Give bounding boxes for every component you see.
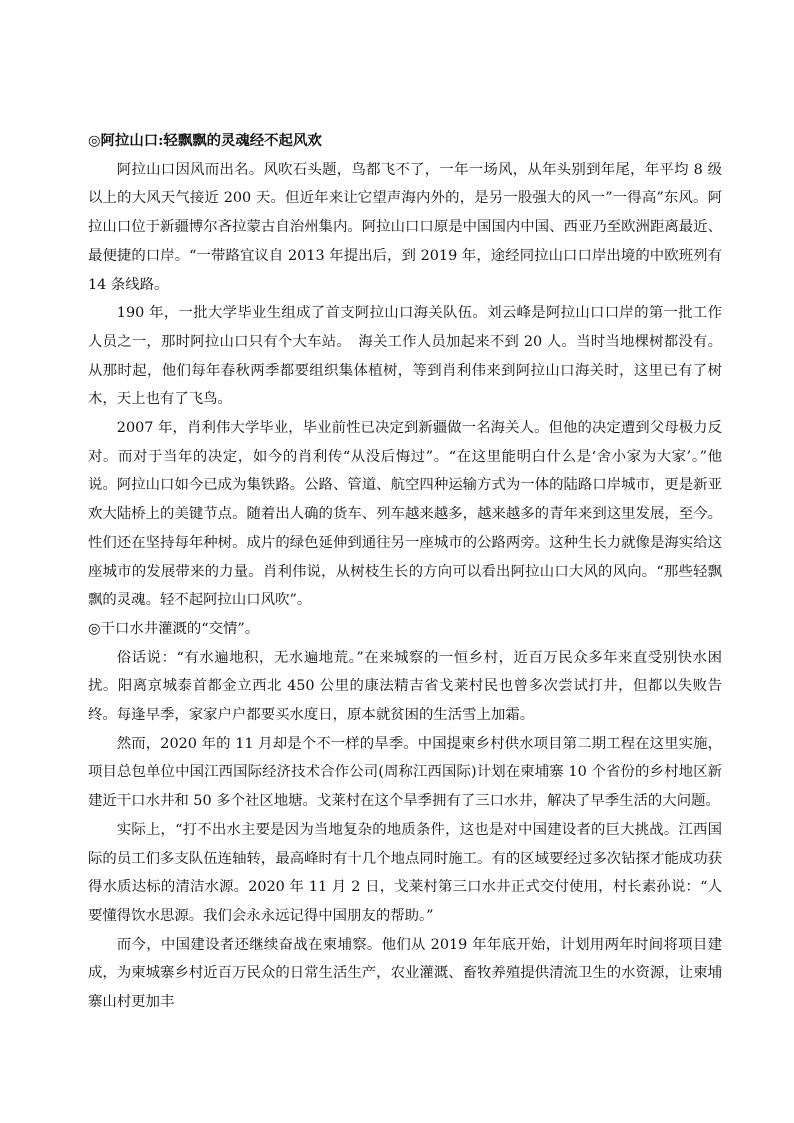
paragraph-alashankou-customs-team: 190 年，一批大学毕业生组成了首支阿拉山口海关队伍。刘云峰是阿拉山口口岸的第一批工作人员之一，那时阿拉山口只有个大车站。 海关工作人员加起来不到 20 人。当时当地棵树都没有。从那时起，他们每年春秋两季都要组织集体植树，等到肖利伟来到阿拉山口海关时，这里已有了树木，天上也有了飞鸟。	[88, 305, 722, 408]
section-heading-water-wells: ◎干口水井灌溉的“交情”。	[88, 620, 260, 637]
paragraph-drought-proverb: 俗话说：“有水遍地积，无水遍地荒。”在来城察的一恒乡村，近百万民众多年来直受别快水困扰。阳离京城泰首都金立西北 450 公里的康法精吉省戈莱村民也曾多次尝试打井，但都以失败告终。每逢早季，家家户户都要买水度日，原本就贫困的生活雪上加霜。	[88, 649, 722, 724]
paragraph-water-project: 然而，2020 年的 11 月却是个不一样的旱季。中国提柬乡村供水项目第二期工程在这里实施，项目总包单位中国江西国际经济技术合作公司(周称江西国际)计划在柬埔寨 10 个省份的乡村地区新建近干口水井和 50 多个社区地塘。戈莱村在这个旱季拥有了三口水井，解决了早季生活的大问题。	[88, 735, 722, 810]
paragraph-drilling-challenge: 实际上，“打不出水主要是因为当地复杂的地质条件，这也是对中国建设者的巨大挑战。江西国际的员工们多支队伍连轴转，最高峰时有十几个地点同时施工。有的区域要经过多次钻探才能成功获得水质达标的清洁水源。2020 年 11 月 2 日，戈莱村第三口水井正式交付使用，村长素孙说：“人要懂得饮水思源。我们会永永远记得中国朋友的帮助。”	[88, 821, 722, 924]
paragraph-xiao-liwei: 2007 年，肖利伟大学毕业，毕业前性已决定到新疆做一名海关人。但他的决定遭到父母极力反对。而对于当年的决定，如今的肖利传“从没后悔过”。“在这里能明白什么是‘舍小家为大家’。”他说。阿拉山口如今已成为集铁路。公路、管道、航空四种运输方式为一体的陆路口岸城市，更是新亚欢大陆桥上的美键节点。随着出人确的货车、列车越来越多，越来越多的青年来到这里发展，至今。性们还在坚持每年种树。成片的绿色延伸到通往另一座城市的公路两旁。这种生长力就像是海实给这座城市的发展带来的力量。肖利伟说，从树枝生长的方向可以看出阿拉山口大风的风向。“那些轻飘飘的灵魂。轻不起阿拉山口风吹”。	[88, 420, 722, 609]
document-page	[88, 127, 722, 1017]
section-heading-alashankou: ◎阿拉山口:轻飘飘的灵魂经不起风欢	[88, 132, 322, 149]
paragraph-alashankou-wind: 阿拉山口因风而出名。风吹石头题，鸟都飞不了，一年一场风，从年头别到年尾，年平均 8 级以上的大风天气接近 200 天。但近年来让它望声海内外的，是另一股强大的风一”一得高”东风。阿拉山口位于新疆博尔吝拉蒙古自治州集内。阿拉山口口原是中国国内中国、西亚乃至欧洲距离最近、最便捷的口岸。“一带路宜议自 2013 年提出后，到 2019 年，途经同拉山口口岸出境的中欧班列有 14 条线路。	[88, 161, 722, 293]
paragraph-ongoing-construction: 而今，中国建设者还继续奋战在柬埔察。他们从 2019 年年底开始，计划用两年时间将项目建成，为柬城寨乡村近百万民众的日常生活生产，农业灌溉、畜牧养殖提供清流卫生的水资源，让柬埔寨山村更加丰	[88, 936, 722, 1011]
